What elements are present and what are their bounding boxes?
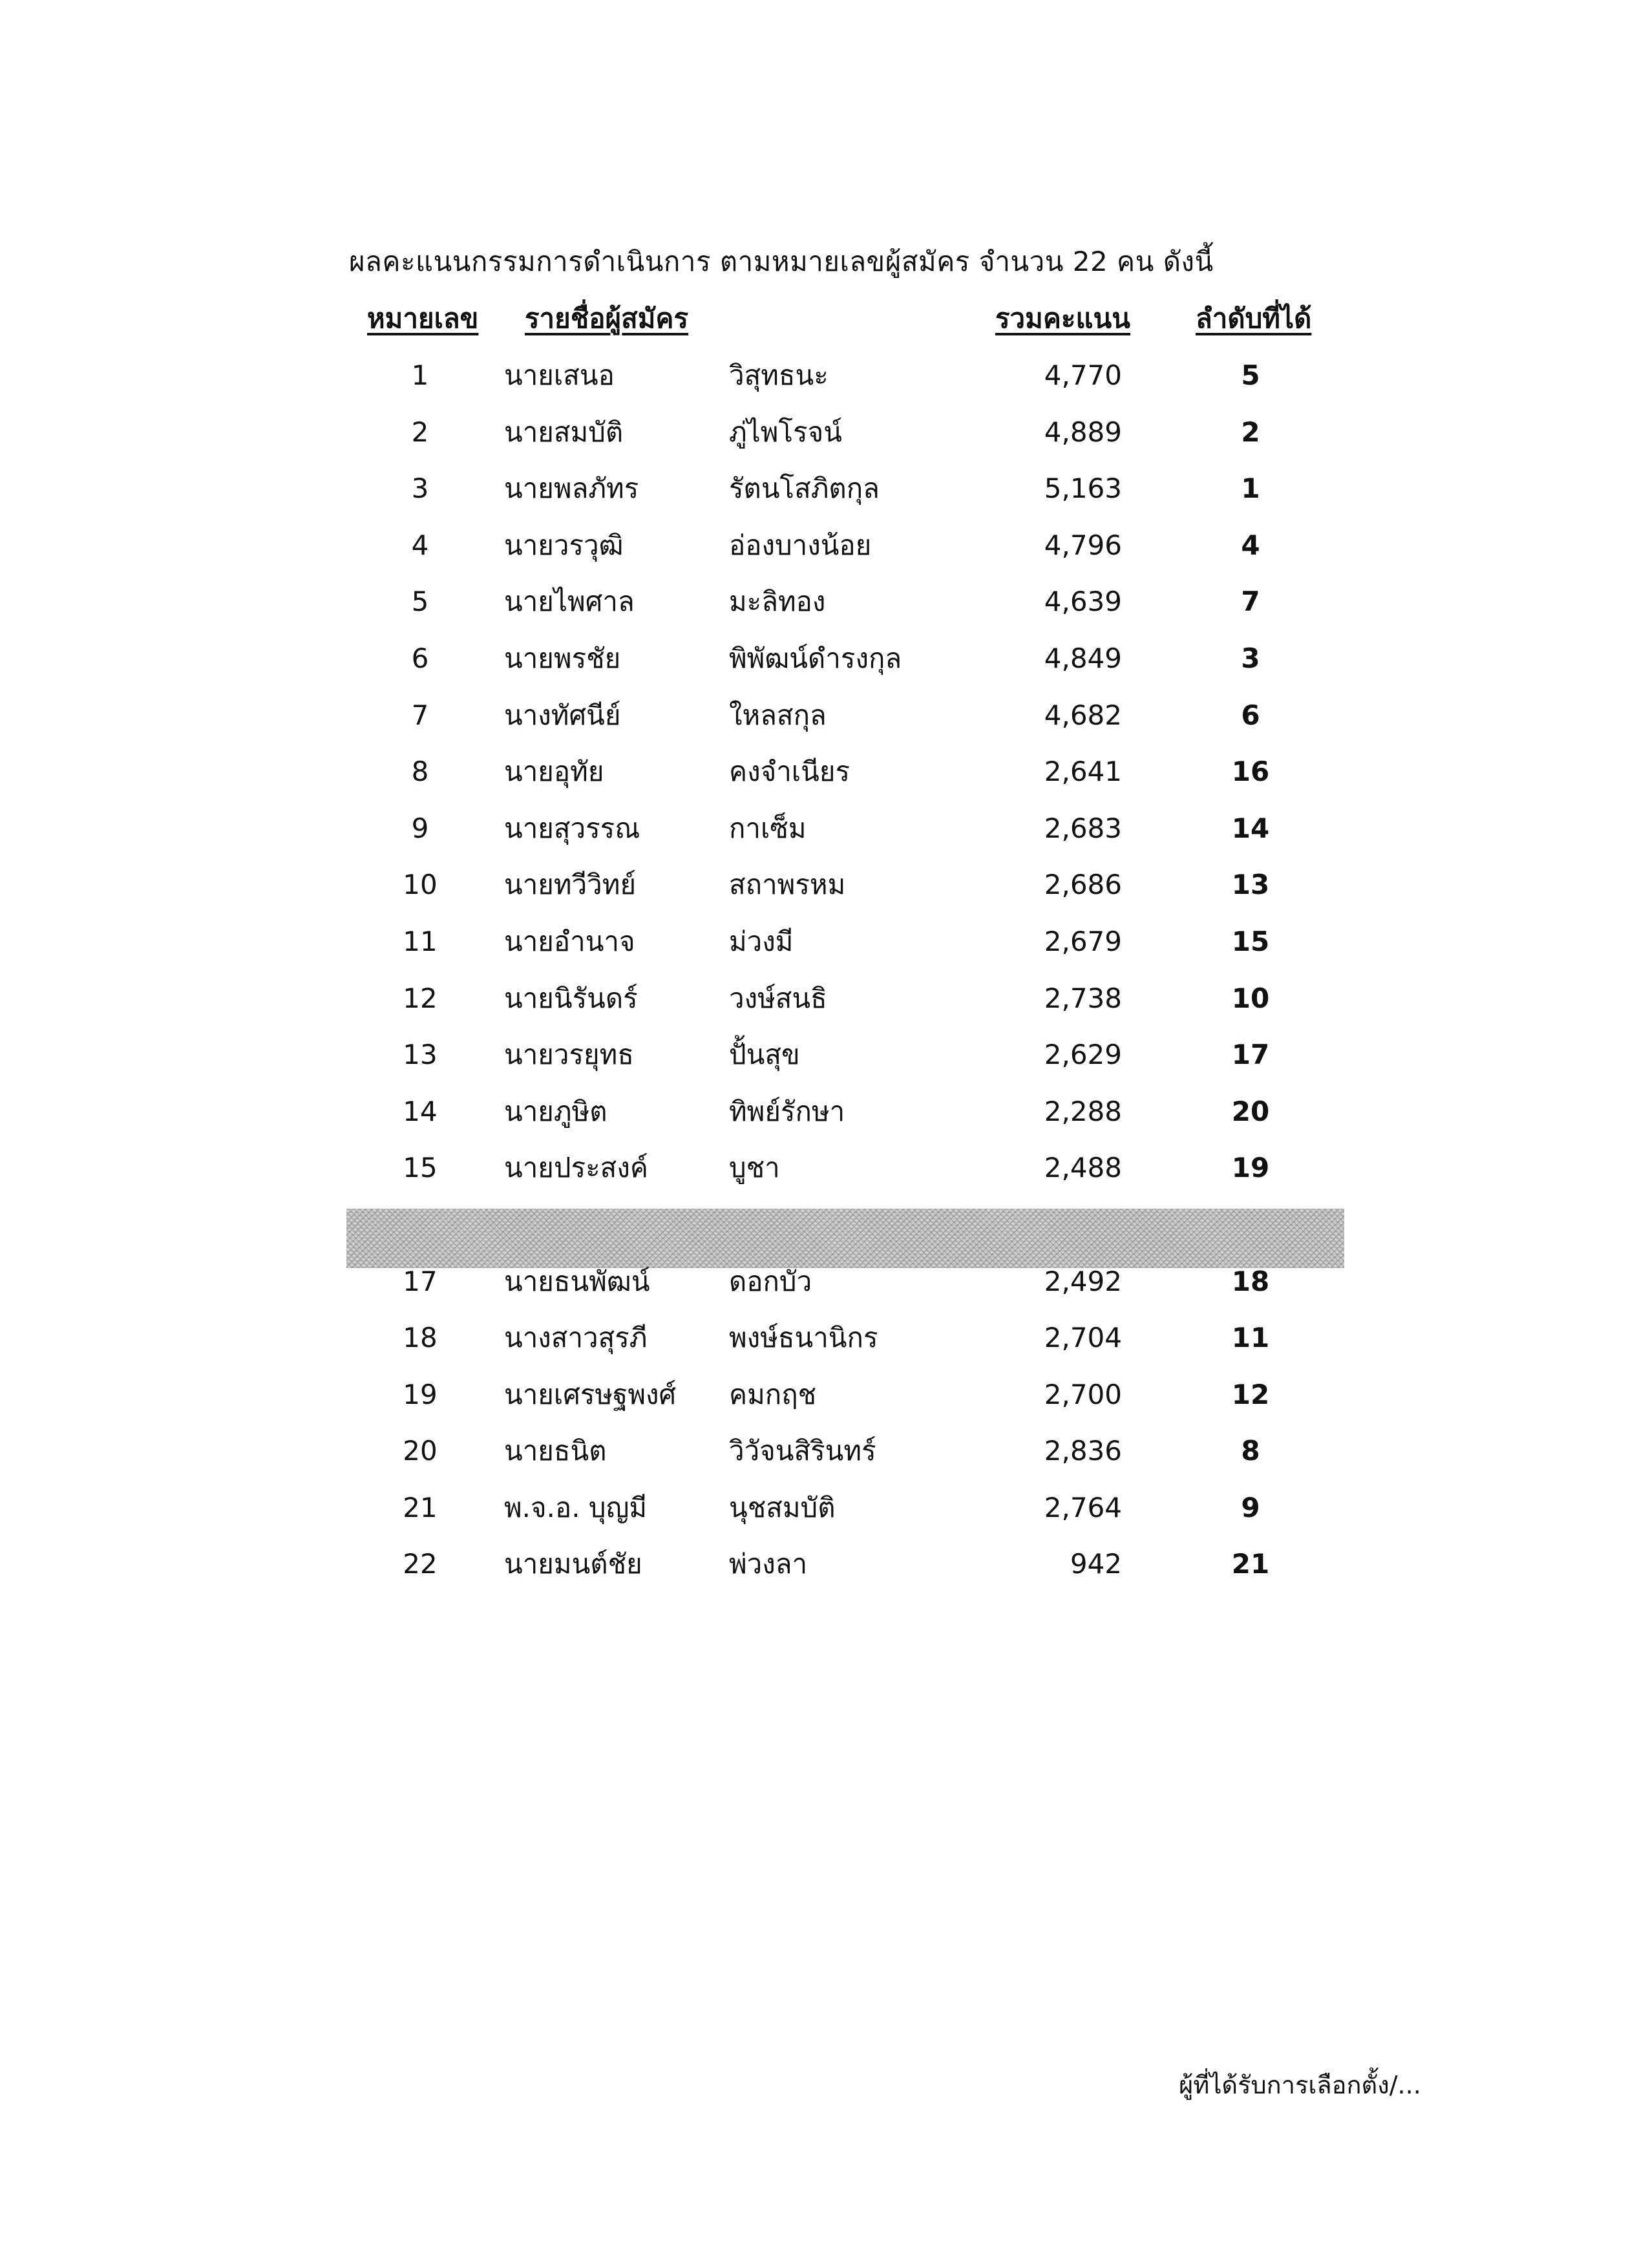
candidate-first-name: นายวรยุทธ bbox=[504, 1039, 634, 1071]
document-heading: ผลคะแนนกรรมการดำเนินการ ตามหมายเลขผู้สมัคร จำนวน 22 คน ดังนี้ bbox=[349, 246, 1214, 277]
candidate-number: 4 bbox=[411, 529, 429, 561]
candidate-number: 10 bbox=[403, 869, 438, 901]
candidate-score: 2,488 bbox=[1044, 1152, 1122, 1184]
candidate-score: 4,796 bbox=[1044, 529, 1122, 561]
candidate-first-name: นายมนต์ชัย bbox=[504, 1548, 642, 1580]
candidate-score: 2,686 bbox=[1044, 869, 1122, 901]
candidate-number: 20 bbox=[403, 1435, 438, 1467]
candidate-number: 7 bbox=[411, 699, 429, 731]
candidate-last-name: ปั้นสุข bbox=[729, 1039, 800, 1071]
candidate-score: 4,639 bbox=[1044, 586, 1122, 618]
table-row bbox=[0, 1373, 1648, 1430]
candidate-last-name: คงจำเนียร bbox=[729, 756, 850, 788]
candidate-score: 5,163 bbox=[1044, 472, 1122, 505]
candidate-first-name: นายวรวุฒิ bbox=[504, 529, 624, 561]
table-row bbox=[0, 467, 1648, 524]
table-row bbox=[0, 1260, 1648, 1317]
candidate-first-name: นายธนิต bbox=[504, 1435, 607, 1467]
table-row bbox=[0, 920, 1648, 977]
candidate-score: 2,641 bbox=[1044, 756, 1122, 788]
candidate-first-name: นายประสงค์ bbox=[504, 1152, 648, 1184]
column-header-number: หมายเลข bbox=[367, 302, 479, 334]
table-row bbox=[0, 524, 1648, 581]
table-row bbox=[0, 354, 1648, 411]
candidate-rank: 11 bbox=[1231, 1322, 1270, 1354]
candidate-score: 4,770 bbox=[1044, 359, 1122, 391]
continuation-footer: ผู้ที่ได้รับการเลือกตั้ง/... bbox=[1179, 2071, 1421, 2099]
candidate-first-name: นายทวีวิทย์ bbox=[504, 869, 637, 901]
candidate-number: 8 bbox=[411, 756, 429, 788]
candidate-first-name: นายเสนอ bbox=[504, 359, 615, 391]
candidate-first-name: นางสาวสุรภี bbox=[504, 1322, 648, 1354]
candidate-score: 4,682 bbox=[1044, 699, 1122, 731]
table-header bbox=[0, 297, 1648, 336]
candidate-number: 21 bbox=[403, 1491, 438, 1523]
candidate-last-name: ใหลสกุล bbox=[729, 699, 827, 731]
candidate-first-name: นายสุวรรณ bbox=[504, 812, 640, 844]
candidate-first-name: นายเศรษฐพงศ์ bbox=[504, 1378, 677, 1410]
candidate-first-name: นายพลภัทร bbox=[504, 472, 639, 505]
candidate-rank: 6 bbox=[1241, 699, 1260, 731]
candidate-last-name: มะลิทอง bbox=[729, 586, 826, 618]
candidate-last-name: คมกฤช bbox=[729, 1378, 817, 1410]
redaction-block bbox=[346, 1209, 1344, 1268]
candidate-number: 6 bbox=[411, 642, 429, 674]
table-row bbox=[0, 1317, 1648, 1373]
candidate-last-name: สถาพรหม bbox=[729, 869, 846, 901]
candidate-score: 4,849 bbox=[1044, 642, 1122, 674]
candidate-rank: 9 bbox=[1241, 1491, 1260, 1523]
candidate-score: 2,683 bbox=[1044, 812, 1122, 844]
candidate-score: 2,492 bbox=[1044, 1265, 1122, 1297]
table-row bbox=[0, 1430, 1648, 1487]
candidate-rank: 3 bbox=[1241, 642, 1260, 674]
candidate-score: 2,679 bbox=[1044, 925, 1122, 957]
candidate-number: 13 bbox=[403, 1039, 438, 1071]
candidate-rank: 15 bbox=[1231, 925, 1270, 957]
candidate-last-name: พ่วงลา bbox=[729, 1548, 808, 1580]
table-row bbox=[0, 580, 1648, 637]
column-header-name: รายชื่อผู้สมัคร bbox=[525, 302, 689, 334]
candidate-first-name: นายอุทัย bbox=[504, 756, 604, 788]
candidate-number: 11 bbox=[403, 925, 438, 957]
candidate-rank: 19 bbox=[1231, 1152, 1270, 1184]
candidate-number: 17 bbox=[403, 1265, 438, 1297]
table-row bbox=[0, 694, 1648, 751]
candidate-number: 12 bbox=[403, 982, 438, 1014]
candidate-rank: 4 bbox=[1241, 529, 1260, 561]
candidate-last-name: พงษ์ธนานิกร bbox=[729, 1322, 878, 1354]
candidate-first-name: นายสมบัติ bbox=[504, 416, 624, 448]
candidate-last-name: กาเซ็ม bbox=[729, 812, 807, 844]
candidate-score: 4,889 bbox=[1044, 416, 1122, 448]
table-row bbox=[0, 1033, 1648, 1090]
candidate-rank: 8 bbox=[1241, 1435, 1260, 1467]
candidate-number: 9 bbox=[411, 812, 429, 844]
candidate-number: 15 bbox=[403, 1152, 438, 1184]
candidate-number: 2 bbox=[411, 416, 429, 448]
table-row bbox=[0, 1543, 1648, 1600]
column-header-rank: ลำดับที่ได้ bbox=[1196, 302, 1312, 334]
candidate-rank: 2 bbox=[1241, 416, 1260, 448]
candidate-number: 3 bbox=[411, 472, 429, 505]
candidate-last-name: ทิพย์รักษา bbox=[729, 1095, 845, 1127]
candidate-number: 19 bbox=[403, 1378, 438, 1410]
candidate-number: 5 bbox=[411, 586, 429, 618]
candidate-first-name: นายธนพัฒน์ bbox=[504, 1265, 650, 1297]
candidate-rank: 21 bbox=[1231, 1548, 1270, 1580]
table-row bbox=[0, 807, 1648, 864]
candidate-first-name: นายพรชัย bbox=[504, 642, 621, 674]
candidate-rank: 20 bbox=[1231, 1095, 1270, 1127]
table-row bbox=[0, 1487, 1648, 1543]
candidate-first-name: นายนิรันดร์ bbox=[504, 982, 638, 1014]
candidate-last-name: นุชสมบัติ bbox=[729, 1491, 836, 1523]
table-row bbox=[0, 1147, 1648, 1203]
candidate-rank: 12 bbox=[1231, 1378, 1270, 1410]
candidate-last-name: ดอกบัว bbox=[729, 1265, 812, 1297]
table-row bbox=[0, 637, 1648, 694]
table-row bbox=[0, 864, 1648, 920]
candidate-last-name: ม่วงมี bbox=[729, 925, 794, 957]
results-table bbox=[0, 354, 1648, 1600]
candidate-rank: 13 bbox=[1231, 869, 1270, 901]
candidate-rank: 17 bbox=[1231, 1039, 1270, 1071]
candidate-rank: 14 bbox=[1231, 812, 1270, 844]
table-row bbox=[0, 750, 1648, 807]
column-header-total: รวมคะแนน bbox=[995, 302, 1130, 334]
candidate-last-name: บูชา bbox=[729, 1152, 780, 1184]
candidate-last-name: ภู่ไพโรจน์ bbox=[729, 416, 842, 448]
candidate-last-name: รัตนโสภิตกุล bbox=[729, 472, 880, 505]
candidate-rank: 5 bbox=[1241, 359, 1260, 391]
candidate-score: 2,738 bbox=[1044, 982, 1122, 1014]
candidate-last-name: วิวัจนสิรินทร์ bbox=[729, 1435, 876, 1467]
candidate-first-name: นางทัศนีย์ bbox=[504, 699, 621, 731]
redacted-row bbox=[0, 1203, 1648, 1260]
candidate-score: 2,764 bbox=[1044, 1491, 1122, 1523]
candidate-number: 22 bbox=[403, 1548, 438, 1580]
candidate-last-name: พิพัฒน์ดำรงกุล bbox=[729, 642, 902, 674]
candidate-first-name: นายไพศาล bbox=[504, 586, 635, 618]
candidate-score: 2,836 bbox=[1044, 1435, 1122, 1467]
candidate-first-name: พ.จ.อ. บุญมี bbox=[504, 1491, 648, 1523]
candidate-rank: 16 bbox=[1231, 756, 1270, 788]
candidate-score: 2,700 bbox=[1044, 1378, 1122, 1410]
candidate-last-name: อ่องบางน้อย bbox=[729, 529, 872, 561]
candidate-score: 2,288 bbox=[1044, 1095, 1122, 1127]
table-row bbox=[0, 411, 1648, 468]
candidate-score: 2,629 bbox=[1044, 1039, 1122, 1071]
table-row bbox=[0, 1090, 1648, 1147]
table-row bbox=[0, 977, 1648, 1034]
candidate-last-name: วงษ์สนธิ bbox=[729, 982, 827, 1014]
candidate-number: 18 bbox=[403, 1322, 438, 1354]
candidate-number: 14 bbox=[403, 1095, 438, 1127]
candidate-rank: 1 bbox=[1241, 472, 1260, 505]
candidate-last-name: วิสุทธนะ bbox=[729, 359, 829, 391]
candidate-rank: 18 bbox=[1231, 1265, 1270, 1297]
candidate-score: 942 bbox=[1070, 1548, 1122, 1580]
candidate-score: 2,704 bbox=[1044, 1322, 1122, 1354]
candidate-first-name: นายภูษิต bbox=[504, 1095, 607, 1127]
candidate-rank: 7 bbox=[1241, 586, 1260, 618]
candidate-rank: 10 bbox=[1231, 982, 1270, 1014]
candidate-number: 1 bbox=[411, 359, 429, 391]
candidate-first-name: นายอำนาจ bbox=[504, 925, 635, 957]
